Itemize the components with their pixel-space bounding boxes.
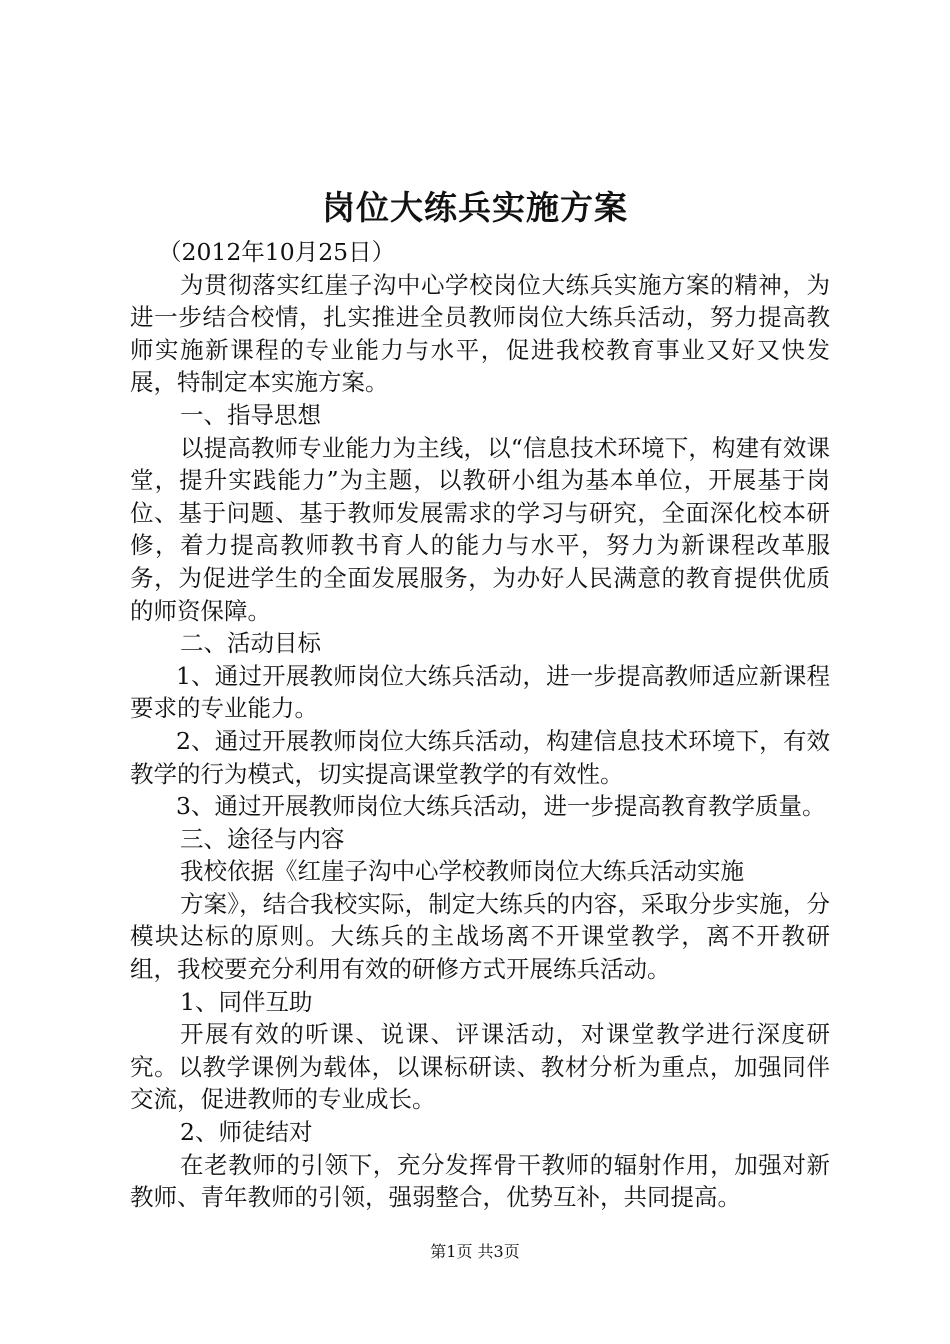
document-title: 岗位大练兵实施方案 [322,188,628,227]
goal-item-2: 2、通过开展教师岗位大练兵活动，构建信息技术环境下，有效教学的行为模式，切实提高课堂教学的有效性。 [130,726,830,788]
section-heading-activity-goals: 二、活动目标 [180,629,321,658]
goal-item-3: 3、通过开展教师岗位大练兵活动，进一步提高教育教学质量。 [176,792,826,821]
document-date: （2012年10月25日） [158,238,396,266]
document-body [130,236,830,1214]
section-heading-approach-content: 三、途径与内容 [180,824,345,853]
section-heading-guiding-ideology: 一、指导思想 [180,400,321,429]
intro-paragraph: 为贯彻落实红崖子沟中心学校岗位大练兵实施方案的精神，为进一步结合校情，扎实推进全员教师岗位大练兵活动，努力提高教师实施新课程的专业能力与水平，促进我校教育事业又好又快发展，特制定本实施方案。 [130,270,830,397]
approach-paragraph-rest: 方案》，结合我校实际，制定大练兵的内容，采取分步实施，分模块达标的原则。大练兵的主战场离不开课堂教学，离不开教研组，我校要充分利用有效的研修方式开展练兵活动。 [130,889,830,984]
page-footer: 第1页 共3页 [430,1242,520,1261]
peer-support-paragraph: 开展有效的听课、说课、评课活动，对课堂教学进行深度研究。以教学课例为载体，以课标研读、教材分析为重点，加强同伴交流，促进教师的专业成长。 [130,1020,830,1114]
approach-paragraph-line-1: 我校依据《红崖子沟中心学校教师岗位大练兵活动实施 [180,857,744,886]
mentorship-paragraph: 在老教师的引领下，充分发挥骨干教师的辐射作用，加强对新教师、青年教师的引领，强弱整合，优势互补，共同提高。 [130,1150,830,1212]
goal-item-1: 1、通过开展教师岗位大练兵活动，进一步提高教师适应新课程要求的专业能力。 [130,661,830,723]
guiding-ideology-paragraph: 以提高教师专业能力为主线，以“信息技术环境下，构建有效课堂，提升实践能力”为主题，以教研小组为基本单位，开展基于岗位、基于问题、基于教师发展需求的学习与研究，全面深化校本研修，着力提高教师教书育人的能力与水平，努力为新课程改革服务，为促进学生的全面发展服务，为办好人民满意的教育提供优质的师资保障。 [130,433,830,625]
subsection-heading-mentorship: 2、师徒结对 [180,1118,313,1147]
subsection-heading-peer-support: 1、同伴互助 [180,987,313,1016]
